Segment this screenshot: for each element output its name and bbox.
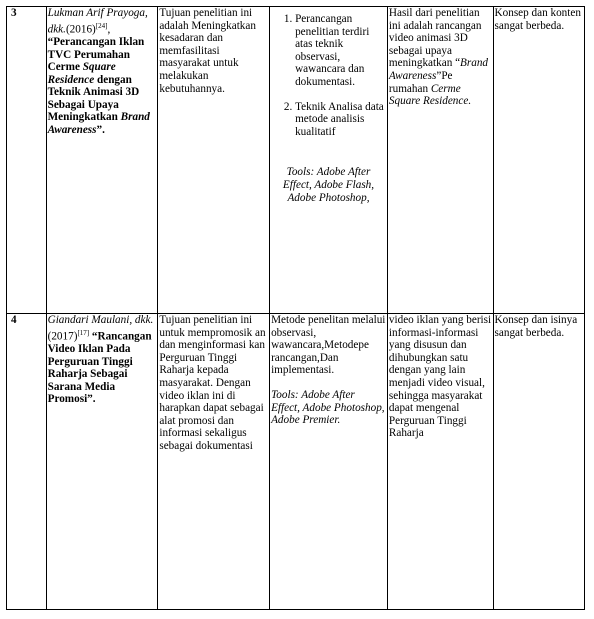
difference-cell: Konsep dan isinya sangat berbeda. <box>493 314 584 610</box>
reference-title <box>48 36 150 136</box>
result-cell <box>387 7 493 314</box>
difference-cell: Konsep dan konten sangat berbeda. <box>493 7 584 314</box>
method-text: Metode penelitan melalui observasi, wawancara,Metodepe rancangan,Dan implementasi. <box>271 314 386 377</box>
reference-year: (2016) <box>65 23 96 36</box>
reference-year: (2017) <box>47 330 78 343</box>
tools-text: Tools: Adobe After Effect, Adobe Flash, Adobe Photoshop, <box>282 166 375 204</box>
result-cell: video iklan yang berisi informasi-informasi yang disusun dan dihubungkan satu dengan yang lain menjadi video visual, sehingga masyarakat dapat mengenal Perguruan Tinggi Raharja <box>387 314 493 610</box>
literature-review-table <box>6 6 585 610</box>
reference-title: “Rancangan Video Iklan Pada Perguruan Tinggi Raharja Sebagai Sarana Media Promosi”. <box>47 330 152 406</box>
result-italic: Cerme Square Residence. <box>388 82 472 108</box>
title-italic: Square Residence <box>47 61 116 86</box>
tools-text: Tools: Adobe After Effect, Adobe Photoshop, Adobe Premier. <box>271 388 385 427</box>
method-cell <box>270 314 388 610</box>
result-text: Hasil dari penelitian ini adalah rancangan video animasi 3D sebagai upaya meningkatkan “ <box>388 7 482 70</box>
result-italic: Brand Awareness <box>388 57 489 82</box>
method-item: 2. Teknik Analisa data metode analisis kualitatif <box>295 101 386 139</box>
method-item: 1. Perancangan penelitian terdiri atas teknik observasi, wawancara dan dokumentasi. <box>295 13 386 89</box>
row-number: 3 <box>7 7 47 314</box>
title-part: dengan Teknik Animasi 3D Sebagai Upaya Meningkatkan <box>47 73 140 124</box>
reference-cite: [17] <box>77 328 90 337</box>
purpose-cell: Tujuan penelitian ini untuk mempromosik an dan menginformasi kan Perguruan Tinggi Raharja kepada masyarakat. Dengan video iklan ini di harapkan dapat sebagai alat promosi dan informasi sekaligus sebagai dokumentasi <box>158 314 270 610</box>
result-text: ”Pe rumahan <box>388 69 453 95</box>
purpose-cell: Tujuan penelitian ini adalah Meningkatkan kesadaran dan memfasilitasi masyarakat untuk melakukan kebutuhannya. <box>158 7 270 314</box>
reference-authors: Giandari Maulani, dkk. <box>47 314 154 326</box>
title-end: ”. <box>96 124 105 137</box>
row-number: 4 <box>7 314 47 610</box>
reference-cite: [24] <box>95 21 108 30</box>
method-cell <box>270 7 388 314</box>
table-row <box>7 7 585 314</box>
reference-authors: Lukman Arif Prayoga, dkk. <box>47 7 148 36</box>
title-part: “Perancangan Iklan TVC Perumahan Cerme <box>47 35 145 74</box>
table-row <box>7 314 585 610</box>
title-italic: Brand Awareness <box>47 111 150 137</box>
method-list <box>271 13 386 138</box>
reference-cell <box>46 314 158 610</box>
reference-cell: Lukman Arif Prayoga, dkk.(2016)[24], “Perancangan Iklan TVC Perumahan Cerme Square Residence dengan Teknik Animasi 3D Sebagai Upaya Meningkatkan Brand Awareness”. <box>46 7 158 314</box>
